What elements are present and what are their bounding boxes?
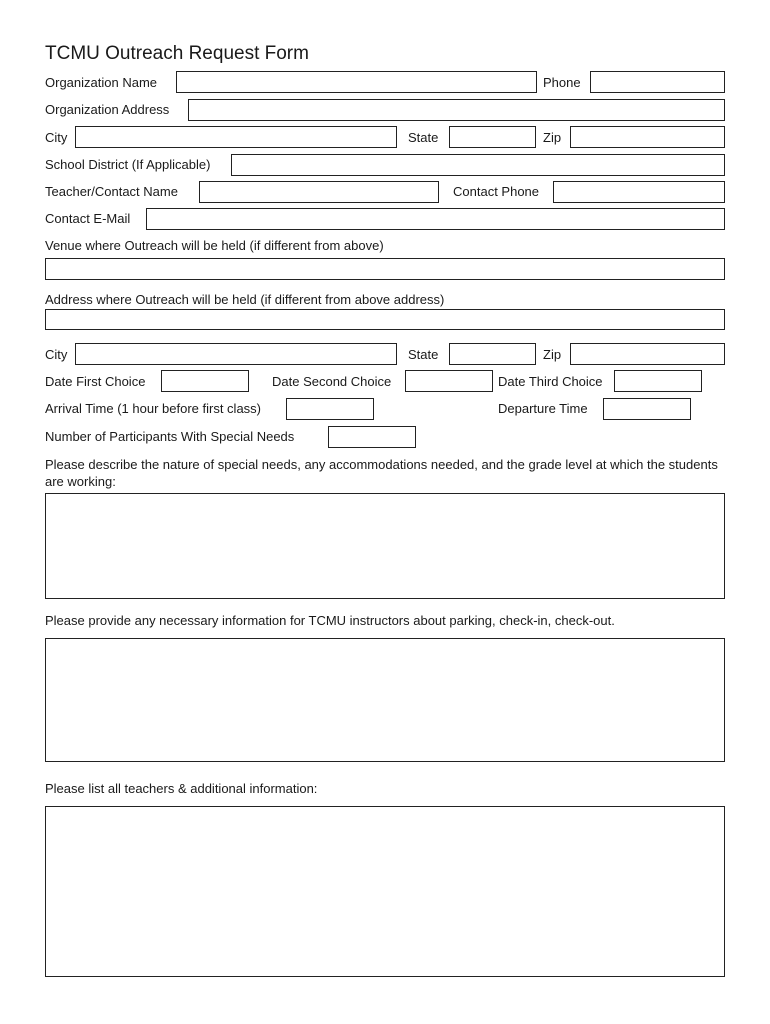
date-third-label: Date Third Choice [498,374,603,389]
contact-phone-label: Contact Phone [453,184,540,199]
date-first-field[interactable] [161,370,249,392]
org-name-field[interactable] [176,71,537,93]
teachers-list-field[interactable] [45,806,725,977]
zip2-field[interactable] [570,343,725,365]
phone-label: Phone [543,75,581,90]
city-label: City [45,130,68,145]
school-district-label: School District (If Applicable) [45,157,211,172]
arrival-field[interactable] [286,398,374,420]
date-second-field[interactable] [405,370,493,392]
city2-field[interactable] [75,343,397,365]
teacher-contact-label: Teacher/Contact Name [45,184,178,199]
date-first-label: Date First Choice [45,374,146,389]
org-address-label: Organization Address [45,102,170,117]
parking-info-label: Please provide any necessary information for TCMU instructors about parking, check-in, check-out. [45,613,615,628]
org-name-label: Organization Name [45,75,157,90]
state-field[interactable] [449,126,536,148]
form-title: TCMU Outreach Request Form [45,43,309,64]
contact-email-label: Contact E-Mail [45,211,131,226]
city2-label: City [45,347,68,362]
special-needs-desc-field[interactable] [45,493,725,599]
zip-label: Zip [543,130,562,145]
teacher-contact-field[interactable] [199,181,439,203]
teachers-list-label: Please list all teachers & additional information: [45,781,318,796]
departure-field[interactable] [603,398,691,420]
arrival-label: Arrival Time (1 hour before first class) [45,401,262,416]
date-second-label: Date Second Choice [272,374,392,389]
contact-email-field[interactable] [146,208,725,230]
city-field[interactable] [75,126,397,148]
outreach-address-field[interactable] [45,309,725,330]
phone-field[interactable] [590,71,725,93]
state2-field[interactable] [449,343,536,365]
venue-label: Venue where Outreach will be held (if different from above) [45,238,384,253]
state-label: State [408,130,439,145]
special-needs-count-field[interactable] [328,426,416,448]
parking-info-field[interactable] [45,638,725,762]
zip-field[interactable] [570,126,725,148]
org-address-field[interactable] [188,99,725,121]
date-third-field[interactable] [614,370,702,392]
venue-field[interactable] [45,258,725,280]
contact-phone-field[interactable] [553,181,725,203]
school-district-field[interactable] [231,154,725,176]
special-needs-desc-label: Please describe the nature of special needs, any accommodations needed, and the grade level at which the students are working: [45,457,718,489]
outreach-address-label: Address where Outreach will be held (if different from above address) [45,292,445,307]
departure-label: Departure Time [498,401,588,416]
special-needs-count-label: Number of Participants With Special Needs [45,429,295,444]
state2-label: State [408,347,439,362]
zip2-label: Zip [543,347,562,362]
